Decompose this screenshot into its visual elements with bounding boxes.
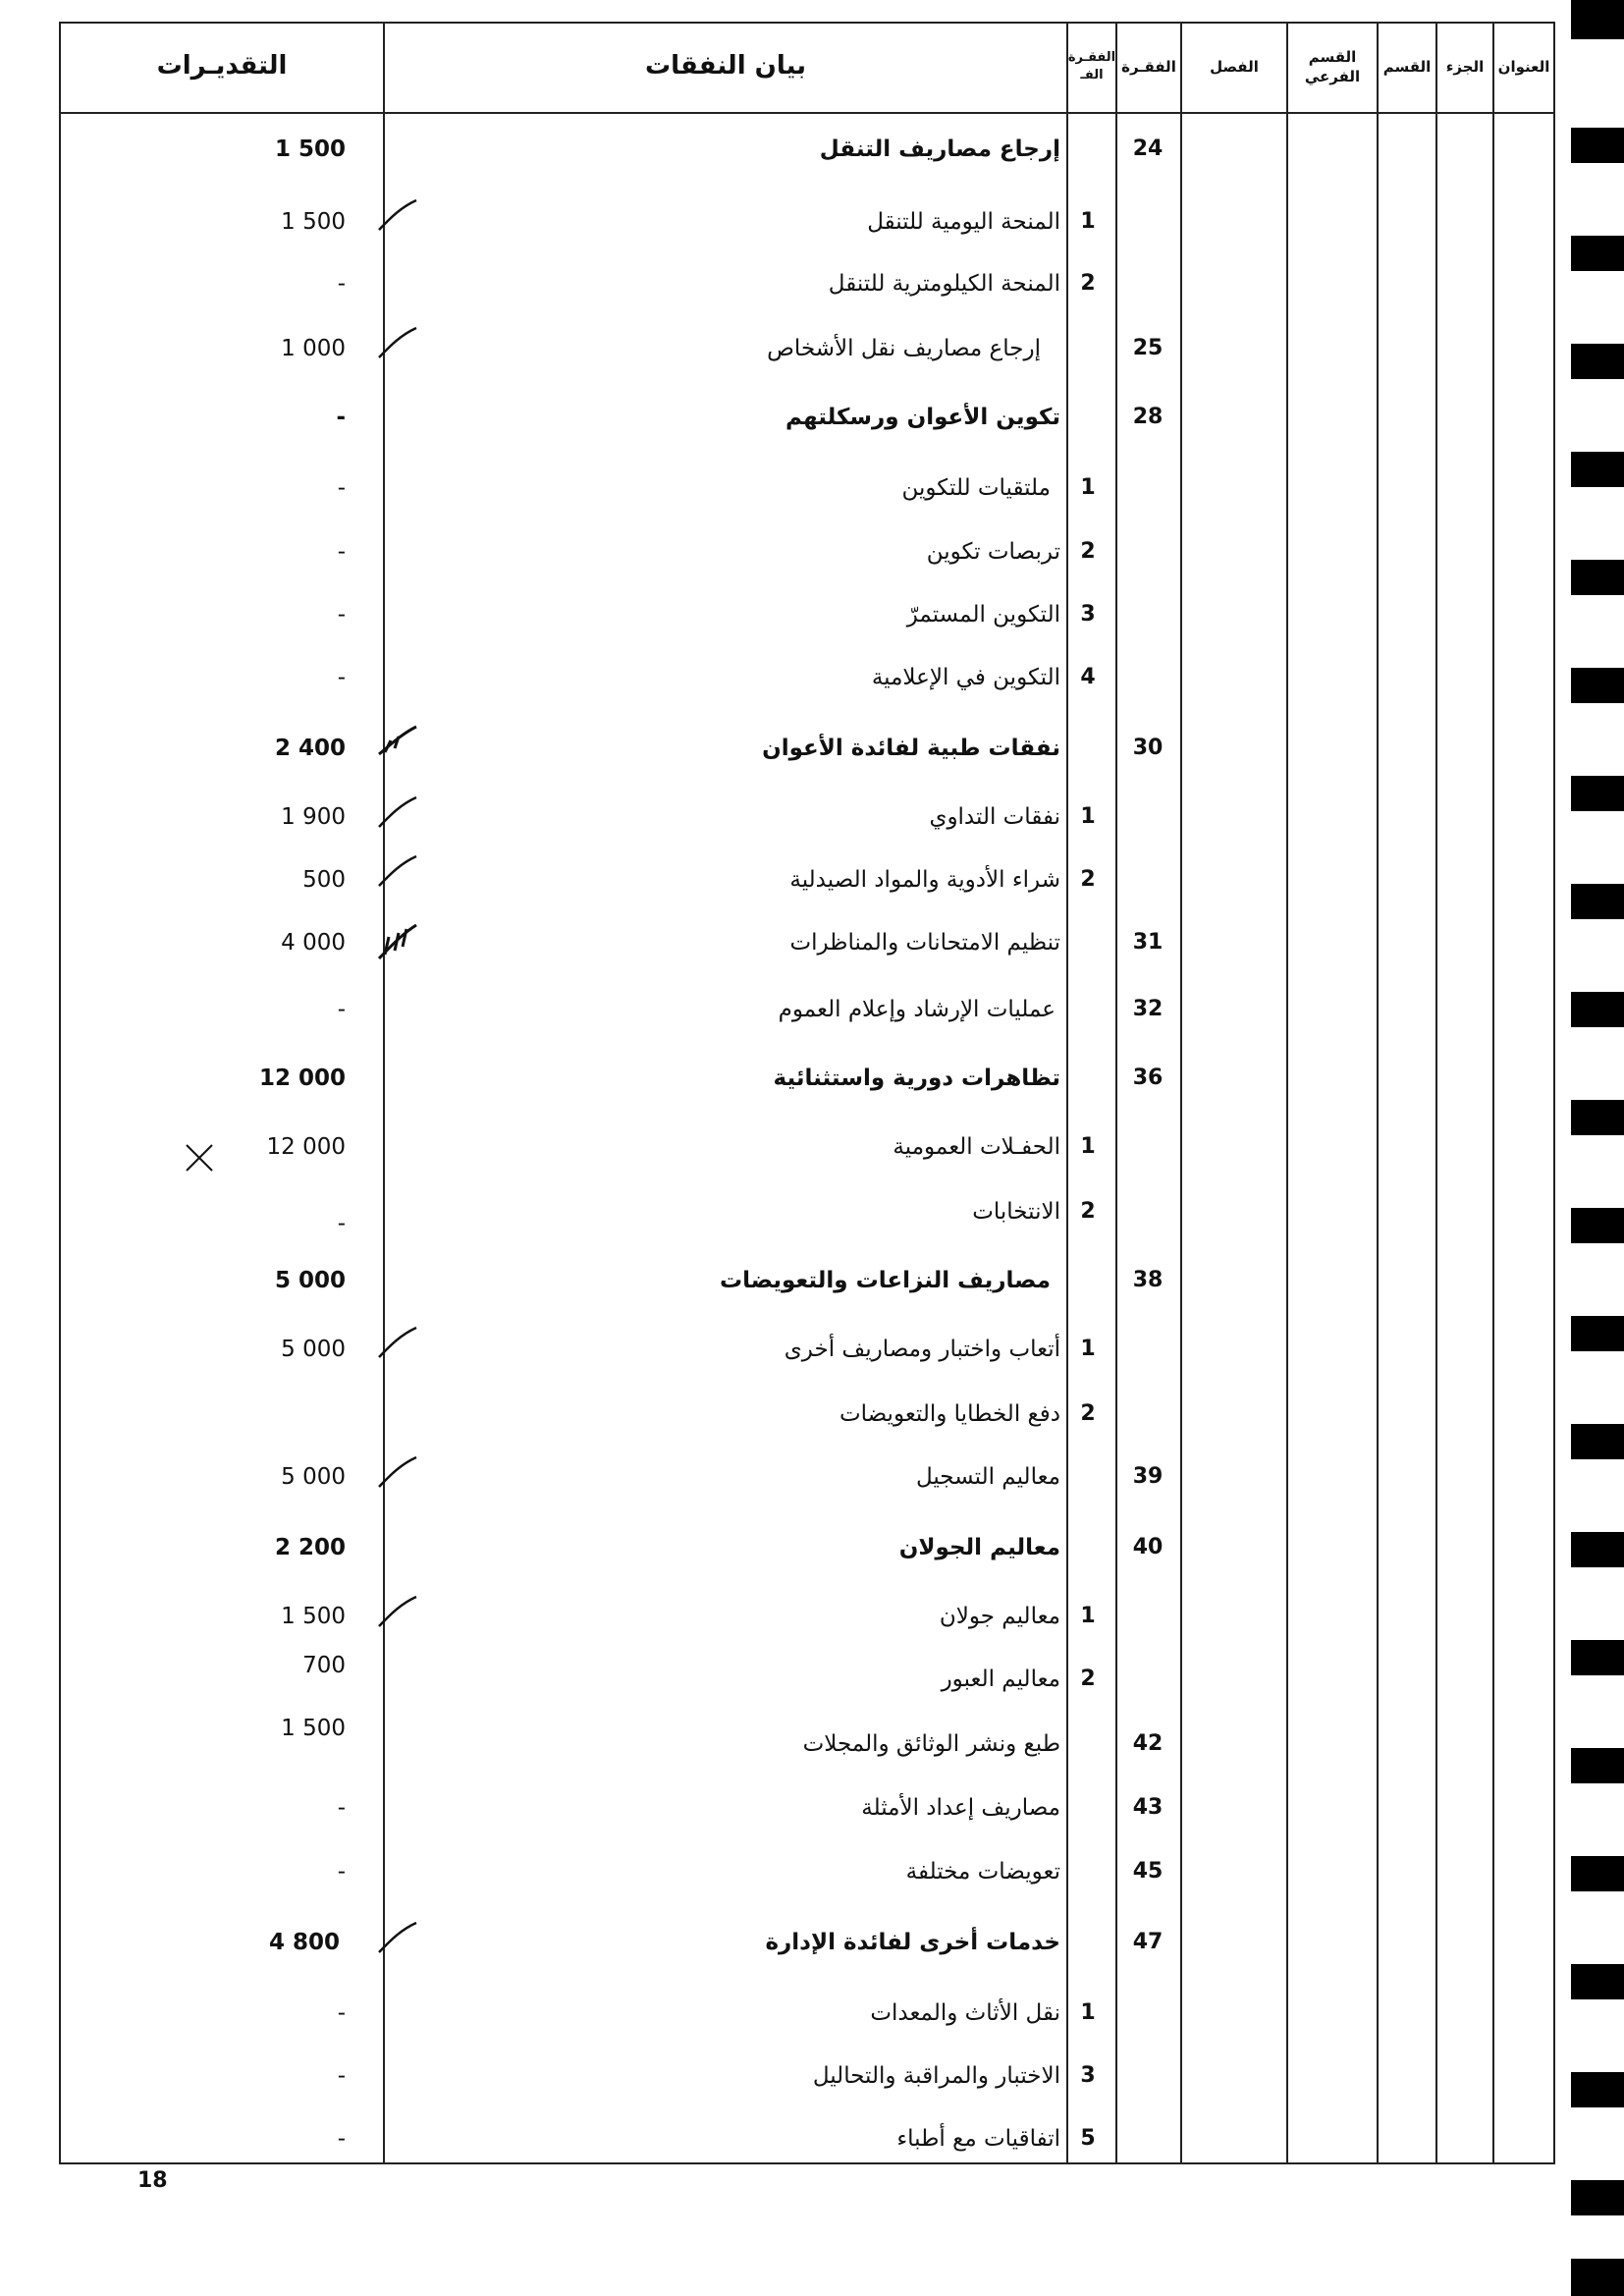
- spiral-binding: [1571, 560, 1624, 595]
- handwritten-x-mark: [183, 1141, 216, 1175]
- row-amount: 12 000: [258, 1066, 346, 1091]
- row-amount: -: [337, 2063, 346, 2089]
- handwritten-check-mark: [373, 1919, 422, 1958]
- row-article: 39: [1132, 1464, 1164, 1489]
- row-description: أتعاب واختبار ومصاريف أخرى: [784, 1337, 1060, 1362]
- table-row: [0, 1923, 1624, 1962]
- row-description: تكوين الأعوان ورسكلتهم: [785, 405, 1060, 430]
- table-row: [0, 923, 1624, 962]
- row-article: 43: [1132, 1795, 1164, 1820]
- row-description: الانتخابات: [972, 1199, 1060, 1225]
- spiral-binding: [1571, 344, 1624, 379]
- spiral-binding: [1571, 2180, 1624, 2215]
- row-description: إرجاع مصاريف نقل الأشخاص: [767, 336, 1041, 361]
- row-article: 32: [1132, 997, 1164, 1021]
- row-amount: -: [337, 1859, 346, 1885]
- header-title: العنوان: [1497, 57, 1550, 76]
- handwritten-check-mark: [373, 793, 422, 833]
- row-subarticle: 2: [1080, 867, 1096, 892]
- row-subarticle: 2: [1080, 1667, 1096, 1691]
- row-amount: -: [337, 665, 346, 690]
- row-description: المنحة اليومية للتنقل: [867, 209, 1060, 235]
- table-row: [0, 1059, 1624, 1098]
- table-row: [0, 1597, 1624, 1636]
- handwritten-check-mark: [373, 919, 422, 968]
- table-row: [0, 1127, 1624, 1167]
- row-subarticle: 5: [1080, 2126, 1096, 2151]
- row-description: معاليم الجولان: [898, 1535, 1060, 1560]
- row-description: نفقات طبية لفائدة الأعوان: [762, 736, 1060, 761]
- header-description: بيان النفقات: [645, 51, 806, 82]
- row-amount: 2 200: [274, 1535, 346, 1560]
- row-amount: -: [337, 1795, 346, 1821]
- header-estimates: التقديـرات: [156, 51, 288, 82]
- handwritten-check-mark: [373, 723, 422, 762]
- row-subarticle: 1: [1080, 2000, 1096, 2025]
- table-row: [0, 1788, 1624, 1828]
- spiral-binding: [1571, 1208, 1624, 1243]
- spiral-binding: [1571, 128, 1624, 163]
- row-amount: -: [337, 475, 346, 501]
- row-article: 42: [1132, 1731, 1164, 1756]
- row-subarticle: 3: [1080, 2063, 1096, 2088]
- table-row: [0, 329, 1624, 368]
- row-amount: 4 000: [281, 930, 346, 956]
- row-description: دفع الخطايا والتعويضات: [839, 1401, 1060, 1427]
- table-row: [0, 1261, 1624, 1300]
- spiral-binding: [1571, 0, 1624, 39]
- row-description: طبع ونشر الوثائق والمجلات: [802, 1731, 1060, 1757]
- row-amount: 5 000: [274, 1268, 346, 1293]
- header-bottom-border: [59, 112, 1555, 114]
- spiral-binding: [1571, 452, 1624, 487]
- row-article: 24: [1132, 137, 1164, 161]
- table-row: [0, 2119, 1624, 2159]
- spiral-binding: [1571, 1856, 1624, 1891]
- row-description: تربصات تكوين: [926, 539, 1060, 565]
- row-description: تظاهرات دورية واستثنائية: [773, 1066, 1060, 1091]
- header-article: الفقـرة: [1121, 57, 1176, 76]
- row-amount: -: [337, 2126, 346, 2152]
- row-description: نفقات التداوي: [929, 804, 1060, 830]
- row-subarticle: 1: [1080, 1337, 1096, 1361]
- spiral-binding: [1571, 236, 1624, 271]
- table-row: [0, 595, 1624, 634]
- table-row: [0, 729, 1624, 768]
- row-description: اتفاقيات مع أطباء: [896, 2126, 1060, 2152]
- spiral-binding: [1571, 992, 1624, 1027]
- handwritten-check-mark: [373, 196, 422, 236]
- table-row: [0, 1653, 1624, 1699]
- row-description: الاختبار والمراقبة والتحاليل: [812, 2063, 1060, 2089]
- table-row: [0, 1192, 1624, 1236]
- table-row: [0, 468, 1624, 508]
- row-amount: -: [337, 602, 346, 628]
- spiral-binding: [1571, 1748, 1624, 1783]
- row-amount: 1 900: [281, 804, 346, 830]
- row-description: شراء الأدوية والمواد الصيدلية: [789, 867, 1060, 893]
- row-article: 45: [1132, 1859, 1164, 1884]
- table-row: [0, 990, 1624, 1029]
- row-amount: 1 500: [281, 209, 346, 235]
- row-subarticle: 1: [1080, 804, 1096, 829]
- table-row: [0, 264, 1624, 303]
- row-description: معاليم العبور: [941, 1667, 1060, 1692]
- row-subarticle: 3: [1080, 602, 1096, 627]
- row-amount: -: [337, 271, 346, 297]
- handwritten-check-mark: [373, 1324, 422, 1363]
- page-number: 18: [137, 2168, 168, 2193]
- table-row: [0, 1528, 1624, 1567]
- row-amount: 12 000: [266, 1134, 346, 1160]
- row-amount: -: [337, 2000, 346, 2026]
- header-section: القسم: [1382, 57, 1432, 76]
- handwritten-check-mark: [373, 1593, 422, 1632]
- row-subarticle: 1: [1080, 209, 1096, 234]
- row-amount: 4 800: [268, 1930, 340, 1955]
- row-description: معاليم جولان: [939, 1604, 1060, 1629]
- handwritten-check-mark: [373, 1453, 422, 1493]
- table-row: [0, 1852, 1624, 1891]
- row-article: 28: [1132, 405, 1164, 429]
- row-description: مصاريف النزاعات والتعويضات: [719, 1268, 1051, 1293]
- row-amount: 1 000: [281, 336, 346, 361]
- table-row: [0, 2056, 1624, 2096]
- table-row: [0, 1330, 1624, 1369]
- row-article: 38: [1132, 1268, 1164, 1292]
- spiral-binding: [1571, 1964, 1624, 1999]
- row-subarticle: 2: [1080, 1199, 1096, 1224]
- row-article: 30: [1132, 736, 1164, 760]
- spiral-binding: [1571, 2259, 1624, 2296]
- spiral-binding: [1571, 1316, 1624, 1351]
- header-subsection: القسم الفرعي: [1304, 47, 1361, 85]
- row-amount: -: [337, 539, 346, 565]
- row-article: 31: [1132, 930, 1164, 955]
- row-description: مصاريف إعداد الأمثلة: [861, 1795, 1060, 1821]
- row-article: 36: [1132, 1066, 1164, 1090]
- table-row: [0, 532, 1624, 572]
- row-amount: 1 500: [281, 1604, 346, 1629]
- row-description: عمليات الإرشاد وإعلام العموم: [778, 997, 1056, 1022]
- spiral-binding: [1571, 1640, 1624, 1675]
- row-amount: -: [337, 1211, 346, 1236]
- row-subarticle: 1: [1080, 475, 1096, 500]
- spiral-binding: [1571, 776, 1624, 811]
- header-subarticle: الفقـرة الفـ: [1067, 50, 1116, 82]
- spiral-binding: [1571, 2072, 1624, 2107]
- table-row: [0, 1457, 1624, 1497]
- table-row: [0, 202, 1624, 242]
- row-description: الحفـلات العمومية: [893, 1134, 1060, 1160]
- row-subarticle: 2: [1080, 271, 1096, 296]
- table-row: [0, 797, 1624, 837]
- table-row: [0, 860, 1624, 900]
- row-amount: 500: [302, 867, 346, 893]
- table-row: [0, 1394, 1624, 1434]
- handwritten-check-mark: [373, 324, 422, 363]
- row-subarticle: 1: [1080, 1604, 1096, 1628]
- row-amount: -: [337, 997, 346, 1022]
- table-row: [0, 658, 1624, 697]
- row-article: 40: [1132, 1535, 1164, 1559]
- row-description: تنظيم الامتحانات والمناظرات: [789, 930, 1060, 956]
- table-row: [0, 1716, 1624, 1764]
- row-amount: 5 000: [281, 1464, 346, 1490]
- row-subarticle: 4: [1080, 665, 1096, 689]
- row-description: التكوين في الإعلامية: [871, 665, 1060, 690]
- row-amount: 5 000: [281, 1337, 346, 1362]
- row-description: نقل الأثاث والمعدات: [870, 2000, 1060, 2026]
- spiral-binding: [1571, 1532, 1624, 1567]
- header-chapter: الفصل: [1210, 57, 1259, 76]
- table-bottom-border: [59, 2162, 1555, 2164]
- row-article: 25: [1132, 336, 1164, 360]
- row-subarticle: 1: [1080, 1134, 1096, 1159]
- row-description: خدمات أخرى لفائدة الإدارة: [765, 1930, 1060, 1955]
- row-subarticle: 2: [1080, 539, 1096, 564]
- spiral-binding: [1571, 1100, 1624, 1135]
- handwritten-check-mark: [373, 852, 422, 892]
- row-amount: 700: [302, 1653, 346, 1678]
- row-article: 47: [1132, 1930, 1164, 1954]
- spiral-binding: [1571, 668, 1624, 703]
- row-description: تعويضات مختلفة: [905, 1859, 1060, 1885]
- spiral-binding: [1571, 1424, 1624, 1459]
- row-amount: -: [336, 405, 346, 430]
- row-amount: 2 400: [274, 736, 346, 761]
- row-description: إرجاع مصاريف التنقل: [819, 137, 1060, 162]
- header-part: الجزء: [1445, 57, 1485, 76]
- table-row: [0, 1994, 1624, 2033]
- row-description: المنحة الكيلومترية للتنقل: [828, 271, 1060, 297]
- row-description: ملتقيات للتكوين: [901, 475, 1051, 501]
- row-description: التكوين المستمرّ: [906, 602, 1060, 628]
- row-description: معاليم التسجيل: [915, 1464, 1060, 1490]
- spiral-binding: [1571, 884, 1624, 919]
- row-subarticle: 2: [1080, 1401, 1096, 1426]
- table-row: [0, 398, 1624, 437]
- row-amount: 1 500: [274, 137, 346, 162]
- row-amount: 1 500: [281, 1716, 346, 1741]
- table-row: [0, 130, 1624, 169]
